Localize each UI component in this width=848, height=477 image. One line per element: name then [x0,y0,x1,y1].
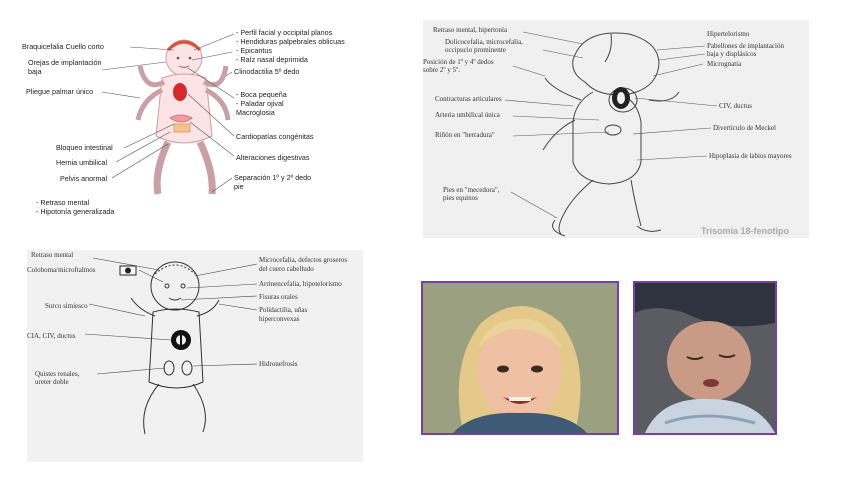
label-pelvis-anormal: Pelvis anormal [60,174,108,183]
label-raiz-nasal: - Raíz nasal deprimida [236,55,308,64]
label-ureter-doble: ureter doble [35,378,69,386]
label-paladar-ojival: - Paladar ojival [236,99,284,108]
label-cia-civ-ductus: CIA, CIV, ductus [27,332,76,340]
label-contracturas: Contracturas articulares [435,95,502,103]
label-hidronefrosis: Hidronefrosis [259,360,298,368]
label-quistes-renales: Quistes renales, [35,370,80,378]
child-face-illustration [423,283,617,433]
label-boca-pequena: - Boca pequeña [236,90,287,99]
label-rinon-herradura: Riñón en "herradura" [435,131,495,139]
label-dolicocefalia: Dolicocefalia, microcefalia, [445,38,523,46]
label-occipucio: occipucio prominente [445,46,506,54]
label-surco-simiesco: Surco simiesco [45,302,88,310]
label-orejas-baja: baja [28,67,42,76]
label-retraso-mental-13: Retraso mental [31,251,74,259]
label-clinodactilia: Clinodactilia 5º dedo [234,67,300,76]
label-hipoplasia: Hipoplasia de labios mayores [709,152,792,160]
label-pies-mecedora: Pies en "mecedora", [443,186,500,194]
caption-trisomia-18: Trisomía 18-fenotipo [701,226,790,236]
label-alteraciones-digestivas: Alteraciones digestivas [236,153,310,162]
label-arteria-umbilical: Arteria umbilical única [435,111,500,119]
label-pabellones-2: baja y displásicos [707,50,757,58]
label-pabellones: Pabellones de implantación [707,42,784,50]
label-pliegue-palmar: Pliegue palmar único [26,87,94,96]
label-epicantus: - Epicantus [236,46,272,55]
patau-syndrome-diagram [27,250,363,462]
label-coloboma: Coloboma/microftalmos [27,266,96,274]
label-macroglosia: Macroglosia [236,108,275,117]
label-perfil-facial: - Perfil facial y occipital planos [236,28,333,37]
down-syndrome-diagram [22,20,362,220]
infant-face-illustration [635,283,775,433]
edwards-syndrome-diagram [423,20,809,238]
label-retraso-mental: - Retraso mental [36,198,90,207]
child-photo [421,281,619,435]
label-meckel: Divertículo de Meckel [713,124,776,132]
label-posicion-dedos: Posición de 1º y 4º dedos [423,58,494,66]
label-polidactilia: Polidactilia, uñas [259,306,308,314]
label-posicion-dedos-2: sobre 2º y 5º. [423,66,461,74]
infant-photo [633,281,777,435]
label-retraso-hipertonia: Retraso mental, hipertonía [433,26,508,34]
label-hendiduras: - Hendiduras palpebrales oblicuas [236,37,345,46]
label-civ-ductus: CIV, ductus [719,102,752,110]
label-separacion-dedos: Separación 1º y 2º dedo [234,173,312,182]
label-hernia-umbilical: Hernia umbilical [56,158,108,167]
label-microcefalia: Microcefalia, defectos groseros [259,256,348,264]
label-arrinencefalia: Arrinencefalia, hipotelorismo [259,280,342,288]
label-fisuras-orales: Fisuras orales [259,293,298,301]
label-cardiopatias: Cardiopatías congénitas [236,132,314,141]
label-pies-equinos: pies equinos [443,194,478,202]
label-hipertelorismo: Hipertelorismo [707,30,750,38]
label-braquicefalia: Braquicefalia Cuello corto [22,42,104,51]
label-cuero-cabelludo: del cuero cabelludo [259,265,314,273]
label-hiperconvexas: hiperconvexas [259,315,300,323]
label-micrognatia: Micrognatia [707,60,742,68]
label-orejas: Orejas de implantación [28,58,102,67]
label-hipotonia: - Hipotonía generalizada [36,207,115,216]
label-bloqueo-intestinal: Bloqueo intestinal [56,143,113,152]
label-separacion-pie: pie [234,182,244,191]
